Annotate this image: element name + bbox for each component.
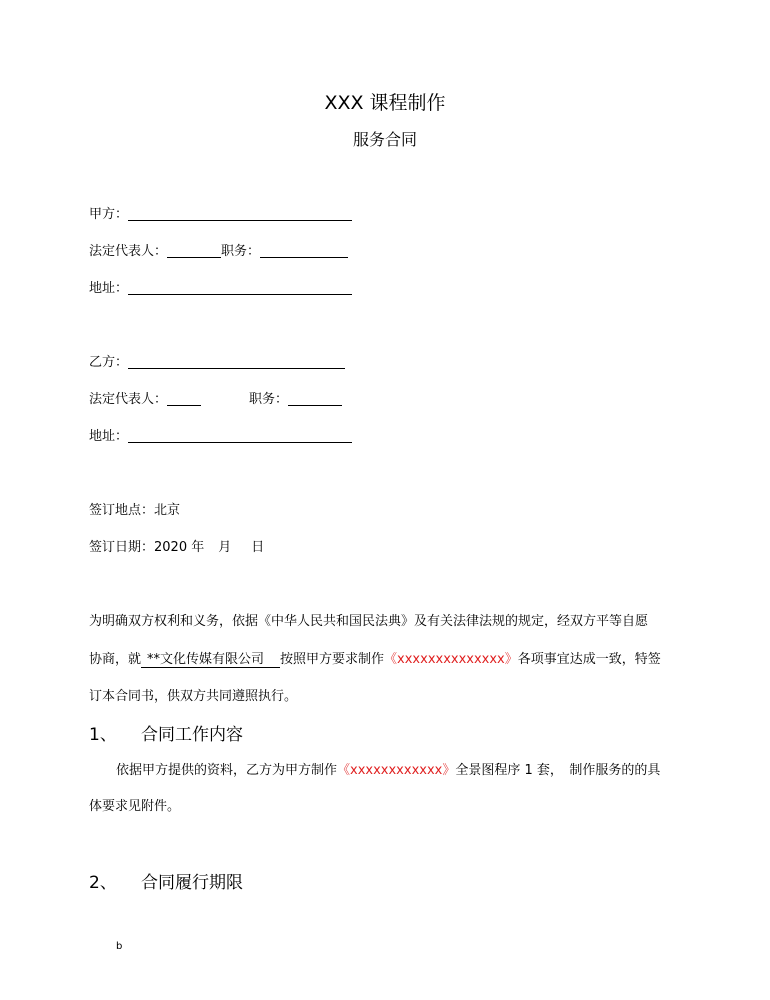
signing-date-label: 签订日期：2020 年 bbox=[89, 540, 205, 555]
signing-day: 日 bbox=[251, 540, 265, 555]
section-1-title: 合同工作内容 bbox=[141, 725, 243, 745]
party-b-address-blank bbox=[128, 428, 352, 443]
party-b-name-label: 乙方： bbox=[89, 355, 129, 370]
intro-line-2 bbox=[89, 651, 661, 669]
intro-line-2-suffix: 各项事宜达成一致，特签 bbox=[517, 652, 661, 667]
contractor-company: **文化传媒有限公司 bbox=[141, 652, 280, 668]
signing-month: 月 bbox=[218, 540, 232, 555]
party-b-address-label: 地址： bbox=[89, 429, 129, 444]
party-b-rep-row bbox=[89, 391, 342, 409]
party-b-position-blank bbox=[288, 391, 342, 406]
intro-project-name: 《xxxxxxxxxxxxxx》 bbox=[384, 652, 518, 667]
intro-line-3: 订本合同书，供双方共同遵照执行。 bbox=[89, 689, 298, 704]
party-b-name-blank bbox=[128, 354, 345, 369]
party-b-position-label: 职务： bbox=[249, 392, 289, 407]
party-a-position-label: 职务： bbox=[221, 244, 261, 259]
intro-line-2-prefix: 协商，就 bbox=[89, 652, 142, 667]
section-2-number: 2、 bbox=[89, 873, 117, 893]
section-1-line-1-prefix: 依据甲方提供的资料，乙方为甲方制作 bbox=[116, 763, 338, 778]
signing-place: 签订地点：北京 bbox=[89, 503, 181, 518]
section-1-project-name: 《xxxxxxxxxxxx》 bbox=[337, 763, 456, 778]
intro-line-1: 为明确双方权利和义务，依据《中华人民共和国民法典》及有关法律法规的规定，经双方平等自愿 bbox=[89, 614, 649, 629]
party-b-rep-blank bbox=[167, 391, 201, 406]
document-title: XXX 课程制作 bbox=[324, 92, 446, 114]
section-2-heading bbox=[89, 871, 243, 895]
party-a-address-blank bbox=[128, 280, 352, 295]
party-a-rep-row bbox=[89, 243, 348, 261]
party-a-position-blank bbox=[260, 243, 348, 258]
document-subtitle: 服务合同 bbox=[352, 130, 417, 149]
party-a-rep-blank bbox=[167, 243, 221, 258]
footer-mark: b bbox=[116, 941, 123, 952]
party-a-address-label: 地址： bbox=[89, 281, 129, 296]
party-a-rep-label: 法定代表人： bbox=[89, 244, 168, 259]
party-b-rep-label: 法定代表人： bbox=[89, 392, 168, 407]
section-1-line-1-suffix: 全景图程序 1 套， 制作服务的的具 bbox=[455, 763, 661, 778]
section-1-line-2: 体要求见附件。 bbox=[89, 799, 181, 814]
party-a-address-row bbox=[89, 280, 352, 298]
party-b-address-row bbox=[89, 428, 352, 446]
party-a-name-blank bbox=[128, 206, 352, 221]
section-1-line-1 bbox=[116, 762, 660, 780]
party-a-name-label: 甲方： bbox=[89, 207, 129, 222]
section-2-title: 合同履行期限 bbox=[141, 873, 243, 893]
section-1-heading bbox=[89, 723, 243, 747]
party-b-name-row bbox=[89, 354, 345, 372]
section-1-number: 1、 bbox=[89, 725, 117, 745]
signing-date-row bbox=[89, 539, 264, 557]
party-a-name-row bbox=[89, 206, 352, 224]
intro-line-2-mid: 按照甲方要求制作 bbox=[280, 652, 385, 667]
